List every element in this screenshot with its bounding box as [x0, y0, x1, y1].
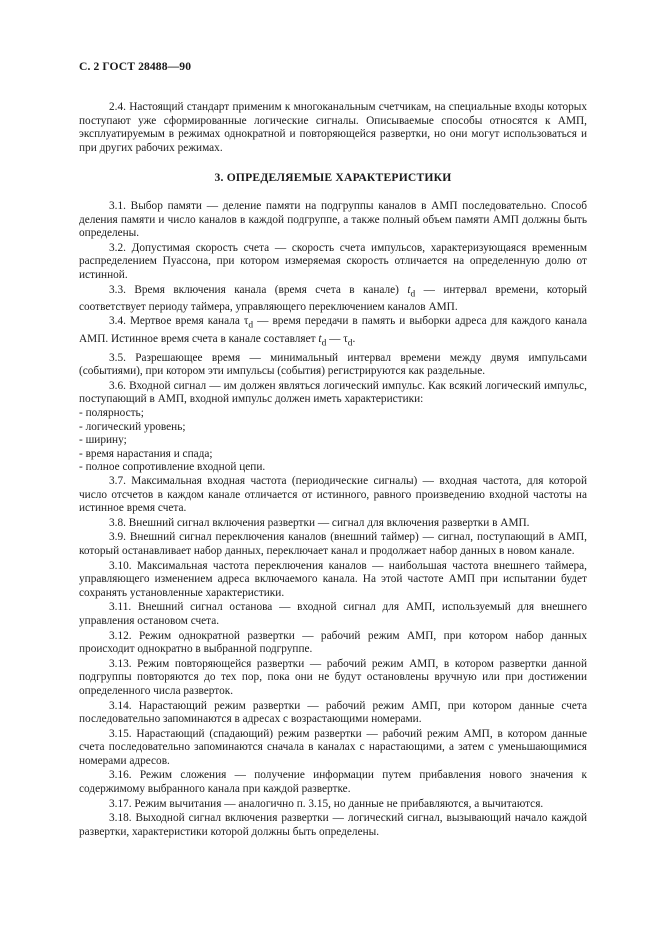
- document-body: [79, 101, 587, 839]
- list-item: - логический уровень;: [79, 420, 186, 433]
- clause-3-16: 3.16. Режим сложения — получение информации путем прибавления нового значения к содержимому выбранного канала при каждой развертке.: [79, 769, 587, 796]
- clause-3-10: 3.10. Максимальная частота переключения каналов — наибольшая частота внешнего таймера, управляющего изменением адреса включаемого канала. На этой частоте АМП при испытании будет сохранять установленные характеристики.: [79, 559, 587, 599]
- section-title: 3. ОПРЕДЕЛЯЕМЫЕ ХАРАКТЕРИСТИКИ: [214, 171, 452, 185]
- symbol-t: t: [407, 283, 411, 296]
- clause-3-15: 3.15. Нарастающий (спадающий) режим развертки — рабочий режим АМП, в котором данные счета последовательно запоминаются сначала в каналах с нарастающими, а затем с уменьшающимися номерами адресов.: [79, 727, 587, 767]
- clause-3-12: 3.12. Режим однократной развертки — рабочий режим АМП, при котором набор данных происходит однократно в выбранной подгруппе.: [79, 629, 587, 656]
- clause-3-6: 3.6. Входной сигнал — им должен являться логический импульс. Как всякий логический импульс, поступающий в АМП, входной импульс должен иметь характеристики:: [79, 379, 587, 406]
- clause-3-2: 3.2. Допустимая скорость счета — скорость счета импульсов, характеризующаяся временным распределением Пуассона, при котором измеряемая скорость отличается на определенную долю от истинной.: [79, 241, 587, 281]
- list-item: - время нарастания и спада;: [79, 447, 213, 460]
- running-header: С. 2 ГОСТ 28488—90: [79, 60, 192, 73]
- subscript-d: d: [248, 320, 254, 331]
- clause-3-4-minus: —: [326, 332, 344, 345]
- characteristics-list: [79, 407, 587, 475]
- clause-3-1: 3.1. Выбор памяти — деление памяти на подгруппы каналов в АМП последовательно. Способ деления памяти и число каналов в каждой подгруппе, а также полный объем памяти АМП должны быть определены.: [79, 199, 587, 240]
- list-item: - полное сопротивление входной цепи.: [79, 461, 266, 474]
- symbol-tau: τ: [343, 332, 348, 345]
- clause-3-3: [79, 284, 587, 315]
- clause-3-8: 3.8. Внешний сигнал включения развертки — сигнал для включения развертки в АМП.: [109, 516, 530, 529]
- clause-3-4-text-a: 3.4. Мертвое время канала: [109, 314, 244, 327]
- clause-3-9: 3.9. Внешний сигнал переключения каналов (внешний таймер) — сигнал, поступающий в АМП, который останавливает набор данных, переключает канал и продолжает набор данных в новом канале.: [79, 531, 587, 557]
- clause-3-3-text-a: 3.3. Время включения канала (время счета в канале): [109, 283, 408, 296]
- clause-3-5: 3.5. Разрешающее время — минимальный интервал времени между двумя импульсами (событиями), при котором эти импульсы (события) регистрируются как раздельные.: [79, 351, 587, 378]
- clause-3-18: 3.18. Выходной сигнал включения развертки — логический сигнал, вызывающий начало каждой развертки, характеристики которой должны быть определены.: [79, 812, 587, 838]
- clause-3-4-end: .: [352, 332, 356, 345]
- symbol-t: t: [318, 332, 322, 345]
- subscript-d: d: [321, 338, 327, 349]
- clause-3-17: 3.17. Режим вычитания — аналогично п. 3.15, но данные не прибавляются, а вычитаются.: [109, 797, 544, 810]
- clause-3-7: 3.7. Максимальная входная частота (периодические сигналы) — входная частота, для которой число отсчетов в каждом канале отличается от истинного, равного произведению входной частоты на истинное время счета.: [79, 475, 587, 515]
- clause-3-13: 3.13. Режим повторяющейся развертки — рабочий режим АМП, в котором развертки данной подгруппы повторяются до тех пор, пока они не будут остановлены вручную или при достижении определенного числа разверток.: [79, 657, 587, 697]
- clause-3-4: [79, 315, 587, 351]
- subscript-d: d: [347, 338, 353, 349]
- list-item: - полярность;: [79, 407, 144, 420]
- clause-3-4-text-b: — время передачи в память и выборки адреса для каждого канала АМП. Истинное время счета в канале составляет: [79, 314, 587, 345]
- clause-3-11: 3.11. Внешний сигнал останова — входной сигнал для АМП, используемый для внешнего управления остановом счета.: [79, 601, 587, 627]
- subscript-d: d: [410, 288, 416, 299]
- clause-3-3-text-b: — интервал времени, который соответствует периоду таймера, управляющего переключением каналов АМП.: [79, 283, 587, 314]
- clause-2-4: 2.4. Настоящий стандарт применим к многоканальным счетчикам, на специальные входы которых поступают уже сформированные логические сигналы. Описываемые способы относятся к АМП, эксплуатируемым в режимах однократной и повторяющейся развертки, но они могут использоваться и при других рабочих режимах.: [79, 101, 587, 154]
- clause-3-14: 3.14. Нарастающий режим развертки — рабочий режим АМП, при котором данные счета последовательно запоминаются в адресах с возрастающими номерами.: [79, 699, 587, 726]
- symbol-tau: τ: [243, 314, 249, 327]
- list-item: - ширину;: [79, 434, 127, 447]
